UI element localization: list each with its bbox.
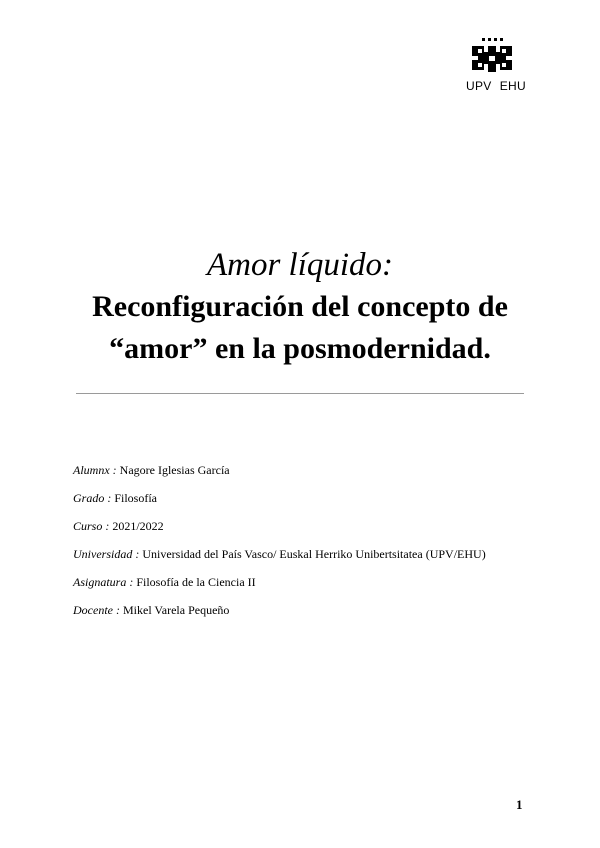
info-value: Nagore Iglesias García [119, 463, 230, 477]
title-line-1: Amor líquido: [206, 247, 394, 283]
logo-wordmark [466, 79, 526, 93]
info-key: Asignatura [73, 575, 127, 589]
university-logo [466, 38, 526, 98]
info-separator: : [132, 547, 143, 561]
title-line-3: “amor” en la posmodernidad. [109, 332, 491, 365]
info-row-teacher [73, 602, 486, 630]
info-row-degree [73, 490, 486, 518]
info-separator: : [112, 603, 123, 617]
info-value: Mikel Varela Pequeño [122, 603, 230, 617]
info-value: 2021/2022 [112, 519, 164, 533]
logo-text-upv: UPV [466, 79, 492, 93]
document-info [73, 462, 486, 630]
info-value: Filosofía de la Ciencia II [136, 575, 256, 589]
page-number: 1 [516, 797, 523, 812]
info-row-university [73, 546, 486, 574]
document-title [0, 244, 600, 370]
info-key: Docente [73, 603, 113, 617]
title-line-2: Reconfiguración del concepto de [92, 290, 508, 323]
logo-text-ehu: EHU [499, 79, 526, 93]
info-key: Universidad [73, 547, 133, 561]
info-separator: : [104, 491, 115, 505]
info-key: Grado [73, 491, 105, 505]
info-row-course [73, 518, 486, 546]
info-separator: : [109, 463, 120, 477]
info-key: Curso [73, 519, 103, 533]
info-value: Universidad del País Vasco/ Euskal Herriko Unibertsitatea (UPV/EHU) [142, 547, 486, 561]
info-row-subject [73, 574, 486, 602]
info-separator: : [126, 575, 137, 589]
title-divider [76, 393, 524, 394]
info-separator: : [102, 519, 113, 533]
info-key: Alumnx [73, 463, 110, 477]
info-value: Filosofía [114, 491, 158, 505]
upv-ehu-emblem-icon [468, 38, 516, 78]
info-row-student [73, 462, 486, 490]
